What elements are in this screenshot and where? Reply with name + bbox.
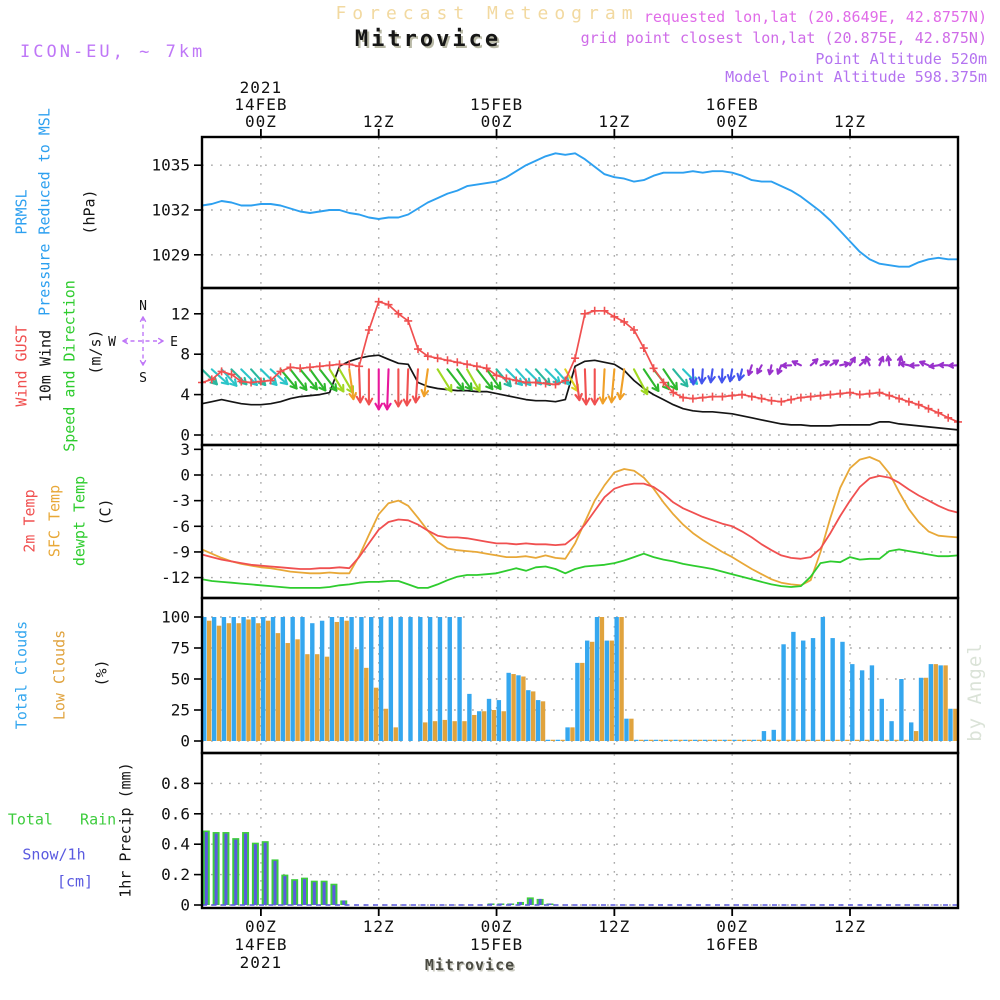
bottom-axis-label: 00Z	[716, 917, 749, 936]
ytick-label: 0	[180, 731, 190, 751]
panel-precip	[161, 753, 958, 915]
label-cm-unit: [cm]	[56, 872, 94, 891]
ytick-label: -9	[170, 542, 190, 562]
compass-west: W	[108, 335, 116, 350]
label-speed-direction: Speed and Direction	[60, 280, 79, 452]
ytick-label: 8	[180, 344, 190, 364]
requested-coordinates: requested lon,lat (20.8649E, 42.8757N)	[643, 8, 987, 26]
footer-station-name: Mitrovice	[424, 956, 516, 974]
label-precip-unit: 1hr Precip (mm)	[116, 762, 135, 898]
label-snow-1h: Snow/1h	[22, 845, 86, 864]
top-axis-label: 12Z	[598, 112, 631, 131]
precip-bars	[203, 831, 554, 905]
ytick-label: 1035	[151, 155, 190, 175]
panel-border	[202, 445, 958, 598]
label-dewpt-temp: dewpt Temp	[70, 475, 89, 567]
ytick-label: 12	[170, 304, 190, 324]
ytick-label: 0	[180, 465, 190, 485]
bottom-axis-label: 12Z	[834, 917, 866, 936]
ytick-label: -12	[161, 568, 190, 588]
cloud-bars	[202, 617, 957, 741]
ytick-label: 1029	[151, 245, 190, 265]
bottom-axis-label: 12Z	[362, 917, 395, 936]
ytick-label: 0.4	[161, 834, 190, 854]
top-axis-label: 00Z	[716, 112, 749, 131]
ytick-label: 75	[170, 638, 190, 658]
label-pct-unit: (%)	[92, 659, 111, 687]
author-watermark: by Angel	[964, 642, 986, 742]
time-axis	[234, 78, 866, 972]
ytick-label: 1032	[151, 200, 190, 220]
top-axis-label: 00Z	[480, 112, 513, 131]
top-axis-label: 00Z	[244, 112, 277, 131]
point-altitude: Point Altitude 520m	[815, 50, 987, 68]
ytick-label: 25	[170, 700, 190, 720]
bottom-axis-label: 12Z	[598, 917, 631, 936]
top-axis-label: 12Z	[834, 112, 866, 131]
bottom-axis-label: 14FEB	[234, 935, 288, 954]
panel-wind	[171, 288, 962, 445]
ytick-label: 0	[180, 425, 190, 445]
label-pressure-reduced: Pressure Reduced to MSL	[35, 108, 54, 316]
top-axis-label: 2021	[239, 78, 283, 97]
label-2m-temp: 2m Temp	[20, 489, 39, 553]
ytick-label: 50	[170, 669, 190, 689]
label-prmsl: PRMSL	[12, 189, 31, 235]
compass-north: N	[139, 299, 147, 314]
bottom-axis-label: 16FEB	[705, 935, 759, 954]
label-hpa-unit: (hPa)	[80, 189, 99, 235]
ytick-label: 0.8	[161, 773, 190, 793]
grid-point-coordinates: grid point closest lon,lat (20.875E, 42.875N)	[580, 29, 987, 47]
top-axis-label: 16FEB	[705, 95, 759, 114]
ytick-label: 100	[161, 607, 190, 627]
compass-rose	[108, 299, 178, 386]
compass-south: S	[139, 371, 147, 386]
top-axis-label: 15FEB	[469, 95, 524, 114]
top-axis-label: 14FEB	[234, 95, 288, 114]
label-wind-gust: Wind GUST	[12, 325, 31, 407]
top-axis-label: 12Z	[362, 112, 395, 131]
label-sfc-temp: SFC Temp	[45, 484, 64, 558]
label-total-clouds: Total Clouds	[12, 620, 31, 730]
ytick-label: 0.2	[161, 865, 190, 885]
bottom-axis-label: 00Z	[480, 917, 513, 936]
label-total-rain: Total Rain	[7, 810, 117, 829]
ytick-label: 4	[180, 385, 190, 405]
bottom-axis-label: 2021	[239, 953, 283, 972]
model-point-altitude: Model Point Altitude 598.375m	[725, 68, 987, 86]
ytick-label: 0.6	[161, 804, 190, 824]
compass-east: E	[170, 335, 178, 350]
ytick-label: -3	[170, 491, 190, 511]
ytick-label: 0	[180, 895, 190, 915]
label-ms-unit: (m/s)	[86, 329, 105, 375]
panel-pressure	[151, 137, 958, 288]
gust-plus-markers	[198, 298, 962, 426]
ytick-label: 3	[180, 439, 190, 459]
model-name: ICON-EU, ~ 7km	[20, 42, 206, 62]
label-10m-wind: 10m Wind	[36, 329, 55, 403]
page-title: Forecast Meteogram	[335, 3, 639, 24]
station-title: Mitrovice	[354, 27, 502, 52]
label-c-unit: (C)	[96, 498, 115, 526]
bottom-axis-label: 15FEB	[469, 935, 524, 954]
panel-clouds	[161, 598, 958, 753]
label-low-clouds: Low Clouds	[50, 629, 69, 721]
panel-temp	[161, 440, 958, 598]
ytick-label: -6	[170, 516, 190, 536]
bottom-axis-label: 00Z	[244, 917, 277, 936]
